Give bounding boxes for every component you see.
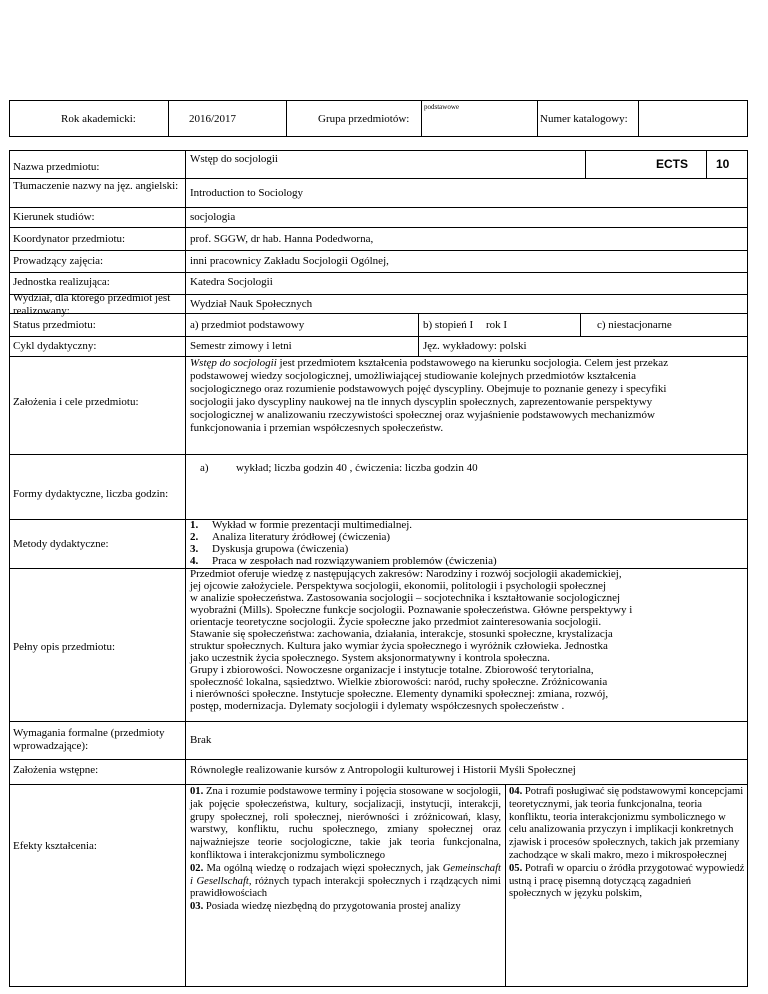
outcomes-right-column <box>509 786 745 901</box>
academic-year-label: Rok akademicki: <box>61 113 136 125</box>
description-line: Przedmiot oferuje wiedzę z następujących zakresów: Narodziny i rozwój socjologii akademickiej, <box>190 568 622 580</box>
coordinator-label: Koordynator przedmiotu: <box>13 233 126 245</box>
cycle-value: Semestr zimowy i letni <box>190 340 292 352</box>
method-1: 1. Wykład w formie prezentacji multimedialnej. <box>190 519 413 531</box>
goals-label: Założenia i cele przedmiotu: <box>13 396 139 408</box>
status-mode: c) niestacjonarne <box>597 319 672 331</box>
coordinator-value: prof. SGGW, dr hab. Hanna Podedworna, <box>190 233 374 245</box>
cycle-label: Cykl dydaktyczny: <box>13 340 97 352</box>
description-line: struktur społecznych. Kultura jako wymiar życia społecznego i wyróżnik człowieka. Jednostka <box>190 640 608 652</box>
description-label: Pełny opis przedmiotu: <box>13 641 116 653</box>
methods-label: Metody dydaktyczne: <box>13 538 109 550</box>
description-line: w analizie społeczeństwa. Zastosowania socjologii – socjotechnika i kształtowanie socjologicznej <box>190 592 621 604</box>
status-degree: b) stopień I <box>423 319 474 331</box>
prerequisites-label: Założenia wstępne: <box>13 764 99 776</box>
goals-body: jest przedmiotem kształcenia podstawowego na kierunku socjologia. Celem jest przekaz podstawowej wiedzy socjologicznej, umożliwiającej studiowanie kolejnych przedmiotów kształcenia socjologicznego oraz rozumienie podstawowych pojęć dyscypliny. Obejmuje to poznanie genezy i specyfiki socjologii jako dyscypliny naukowej na tle innych dyscyplin społecznych, zaprezentowanie perspektywy socjologicznej w analizowaniu rzeczywistości społecznej oraz wyjaśnienie podstawowych mechanizmów funkcjonowania i przemian współczesnych społeczeństw. <box>190 357 669 434</box>
forms-marker: a) <box>200 462 209 474</box>
outcomes-label: Efekty kształcenia: <box>13 840 97 852</box>
ects-value: 10 <box>716 157 730 171</box>
language-value: Jęz. wykładowy: polski <box>423 340 527 352</box>
translation-label: Tłumaczenie nazwy na jęz. angielski: <box>13 180 179 192</box>
goals-text <box>190 357 710 435</box>
status-type: a) przedmiot podstawowy <box>190 319 305 331</box>
description-line: i nierówności społeczne. Instytucje społeczne. Elementy dynamiki społecznej: zmiana, rozwój, <box>190 688 609 700</box>
ects-label: ECTS <box>656 157 689 171</box>
method-4: 4. Praca w zespołach nad rozwiązywaniem problemów (ćwiczenia) <box>190 555 497 567</box>
method-3: 3. Dyskusja grupowa (ćwiczenia) <box>190 543 349 555</box>
field-label: Kierunek studiów: <box>13 211 95 223</box>
description-line: jako uczestnik życia społecznego. System aksjonormatywny i kontrola społeczna. <box>190 652 550 664</box>
faculty-label: Wydział, dla którego przedmiot jest realizowany: <box>13 292 171 317</box>
description-line: społeczność lokalna, sąsiedztwo. Wielkie zbiorowości: naród, ruchy społeczne. Zróżnicowania <box>190 676 608 688</box>
status-label: Status przedmiotu: <box>13 319 96 331</box>
status-year: rok I <box>486 319 508 331</box>
goals-italic: Wstęp do socjologii <box>190 357 277 369</box>
outcome-05: 05. Potrafi w oparciu o źródła przygotować wypowiedź ustną i pracę pisemną dotyczącą zagadnień społecznych w języku polskim, <box>509 862 745 900</box>
lecturers-label: Prowadzący zajęcia: <box>13 255 104 267</box>
outcome-01: 01. Zna i rozumie podstawowe terminy i pojęcia stosowane w socjologii, jak pojęcie społeczeństwa, kultury, socjalizacji, instytucji, interakcji, grupy społecznej, roli społecznej, nierówności i zróżnicowań, klasy, warstwy, konfliktu, ruchu społecznego, zmiany społecznej oraz najważniejsze teorie socjologiczne, takie jak teoria funkcjonalna, konfliktowa i interakcjonizmu symbolicznego <box>190 786 501 861</box>
forms-value: wykład; liczba godzin 40 , ćwiczenia: liczba godzin 40 <box>236 462 478 474</box>
description-line: Grupy i zbiorowości. Nowoczesne organizacje i instytucje totalne. Zbiorowość terytorialna, <box>190 664 594 676</box>
unit-value: Katedra Socjologii <box>190 276 273 288</box>
catalog-number-label: Numer katalogowy: <box>540 113 628 125</box>
academic-year-value: 2016/2017 <box>189 113 237 125</box>
prerequisites-value: Równoległe realizowanie kursów z Antropologii kulturowej i Historii Myśli Społecznej <box>190 764 576 776</box>
description-line: Stawanie się społeczeństwa: zachowania, działania, interakcje, stosunki społeczne, krystalizacja <box>190 628 613 640</box>
description-line: orientacje teoretyczne socjologii. Życie społeczne jako przedmiot zainteresowania socjologii. <box>190 616 602 628</box>
field-value: socjologia <box>190 211 236 223</box>
description-line: postęp, modernizacja. Dylematy socjologii i dylematy współczesnych społeczeństw . <box>190 700 565 712</box>
description-line: wyobraźni (Mills). Społeczne funkcje socjologii. Poznawanie społeczeństwa. Główne perspektywy i <box>190 604 633 616</box>
course-name-value: Wstęp do socjologii <box>190 153 278 165</box>
course-group-value: podstawowe <box>424 103 459 111</box>
unit-label: Jednostka realizująca: <box>13 276 110 288</box>
course-name-label: Nazwa przedmiotu: <box>13 161 100 173</box>
faculty-value: Wydział Nauk Społecznych <box>190 298 313 310</box>
description-line: jej ojcowie założyciele. Perspektywa socjologii, ekonomii, politologii i psychologii społecznej <box>190 580 607 592</box>
outcome-03: 03. Posiada wiedzę niezbędną do przygotowania prostej analizy <box>190 901 461 913</box>
lecturers-value: inni pracownicy Zakładu Socjologii Ogólnej, <box>190 255 389 267</box>
outcomes-left-column <box>190 786 501 914</box>
course-group-label: Grupa przedmiotów: <box>318 113 410 125</box>
outcome-02: 02. Ma ogólną wiedzę o rodzajach więzi społecznych, jak Gemeinschaft i Gesellschaft, różnych typach interakcji społecznych i rządzących nimi prawidłowościach <box>190 862 501 900</box>
requirements-value: Brak <box>190 734 212 746</box>
method-2: 2. Analiza literatury źródłowej (ćwiczenia) <box>190 531 391 543</box>
forms-label: Formy dydaktyczne, liczba godzin: <box>13 488 169 500</box>
requirements-label: Wymagania formalne (przedmioty wprowadzające): <box>13 727 165 752</box>
translation-value: Introduction to Sociology <box>190 187 304 199</box>
outcome-04: 04. Potrafi posługiwać się podstawowymi koncepcjami teoretycznymi, jak teoria funkcjonalna, teoria konfliktu, teoria interakcjonizmu symbolicznego w celu analizowania przyczyn i implikacji konkretnych zjawisk i procesów społecznych, takich jak przemiany zachodzące w skali makro, mezo i mikrospołecznej <box>509 786 744 861</box>
